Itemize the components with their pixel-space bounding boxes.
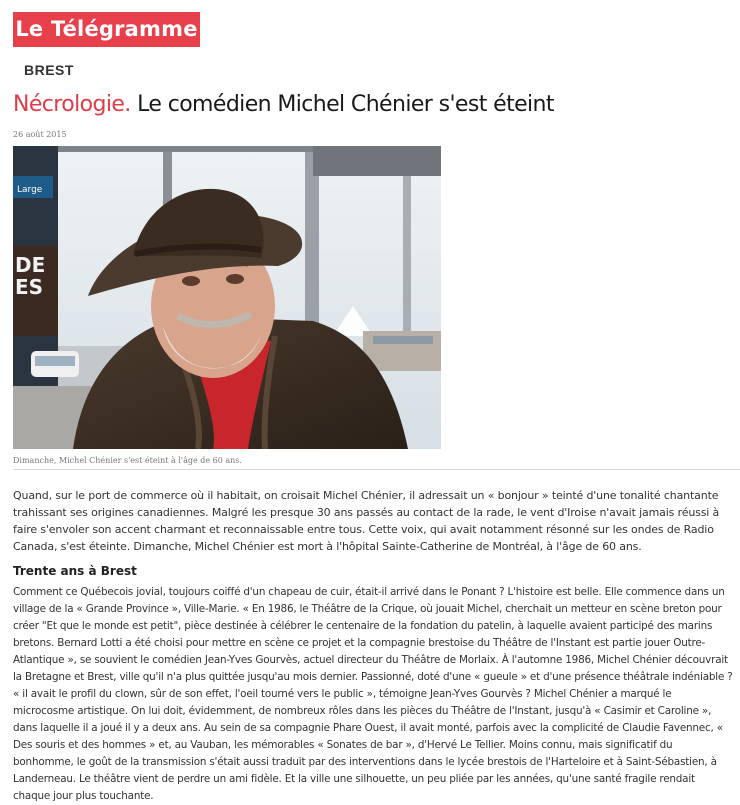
- photo-illustration: [13, 146, 441, 449]
- headline-kicker: Nécrologie.: [13, 92, 131, 117]
- caption-divider: [13, 469, 740, 470]
- sign-text-de: DE: [15, 253, 46, 277]
- headline-title: Le comédien Michel Chénier s'est éteint: [137, 92, 554, 117]
- sign-text-large: Large: [17, 185, 43, 195]
- photo-caption: Dimanche, Michel Chénier s'est éteint à l'âge de 60 ans.: [13, 456, 242, 465]
- sign-text-es: ES: [15, 275, 44, 299]
- article-headline: [13, 92, 554, 117]
- article-subheading: Trente ans à Brest: [13, 564, 137, 578]
- article-intro: Quand, sur le port de commerce où il habitait, on croisait Michel Chénier, il adressait un « bonjour » teinté d'une tonalité chantante trahissant ses origines canadiennes. Malgré les presque 30 ans passés au contact de la rade, le vent d'Iroise n'avait jamais réussi à faire s'envoler son accent charmant et reconnaissable entre tous. Cette voix, qui avait notamment résonné sur les ondes de Radio Canada, s'est éteinte. Dimanche, Michel Chénier est mort à l'hôpital Sainte-Catherine de Montréal, à l'âge de 60 ans.: [13, 489, 720, 553]
- site-logo[interactable]: Le Télégramme: [13, 12, 200, 47]
- section-label[interactable]: BREST: [24, 62, 74, 78]
- publication-date: 26 août 2015: [13, 130, 67, 139]
- article-photo: [13, 146, 441, 449]
- article-body: Comment ce Québecois jovial, toujours coiffé d'un chapeau de cuir, était-il arrivé dans le Ponant ? L'histoire est belle. Elle commence dans un village de la « Grande Province », Ville-Marie. « En 1986, le Théâtre de la Crique, où jouait Michel, cherchait un metteur en scène breton pour créer "Et que le monde est petit", pièce destinée à célébrer le centenaire de la fondation du patelin, à laquelle avaient participé des marins bretons. Bernard Lotti a été choisi pour mettre en scène ce projet et la compagnie brestoise du Théâtre de l'Instant est partie jouer Outre-Atlantique », se souvient le comédien Jean-Yves Gourvès, actuel directeur du Théâtre de Morlaix. À l'automne 1986, Michel Chénier découvrait la Bretagne et Brest, ville qu'il n'a plus quittée jusqu'au mois dernier. Passionné, doté d'une « gueule » et d'une présence théâtrale indéniable ? « il avait le profil du clown, sûr de son effet, l'oeil tourné vers le public », témoigne Jean-Yves Gourvès ? Michel Chénier a marqué le microcosme artistique. On lui doit, évidemment, de nombreux rôles dans les pièces du Théâtre de l'Instant, jusqu'à « Casimir et Caroline », dans laquelle il a joué il y a deux ans. Au sein de sa compagnie Phare Ouest, il avait monté, parfois avec la complicité de Claudie Favennec, « Des souris et des hommes » et, au Vauban, les mémorables « Sonates de bar », d'Hervé Le Tellier. Moins connu, mais significatif du bonhomme, le goût de la transmission s'était aussi traduit par des interventions dans le lycée brestois de l'Harteloire et à Saint-Sébastien, à Landerneau. Le théâtre vient de perdre un ami fidèle. Et la ville une silhouette, un peu pliée par les années, qu'une santé fragile rendait chaque jour plus touchante.: [13, 586, 733, 802]
